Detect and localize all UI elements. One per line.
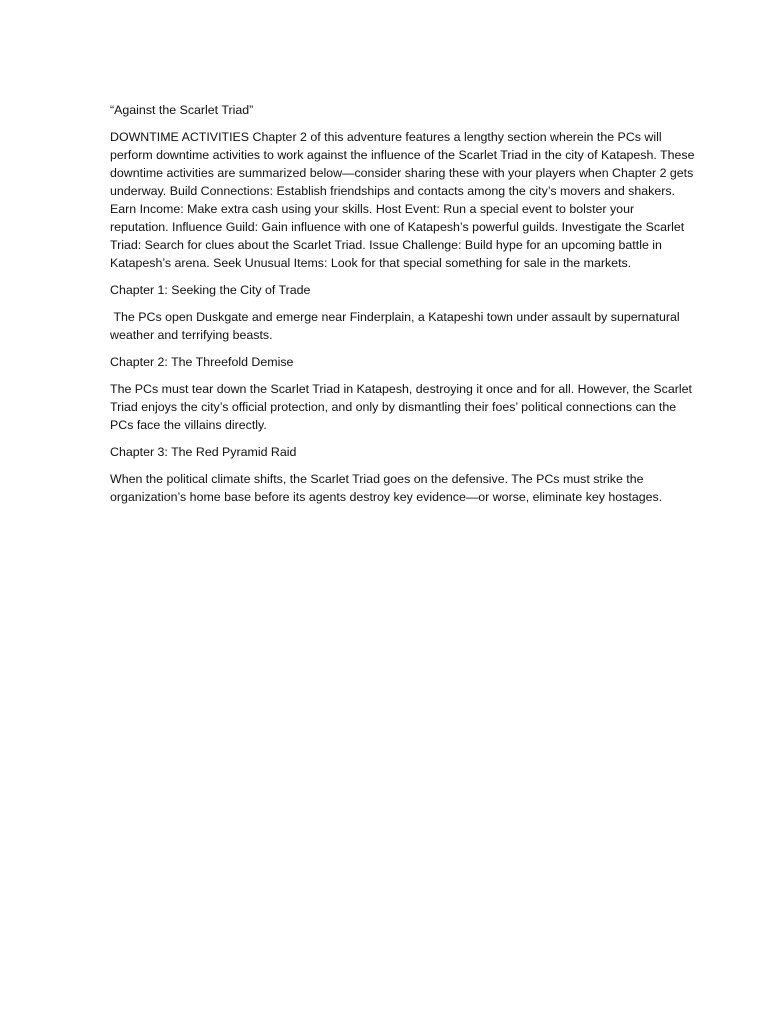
document-title: “Against the Scarlet Triad” — [110, 103, 254, 117]
chapter-3-paragraph: When the political climate shifts, the Scarlet Triad goes on the defensive. The PCs must strike the organization’s home base before its agents destroy key evidence—or worse, eliminate key hostages. — [110, 472, 663, 504]
document-body — [110, 101, 695, 515]
chapter-2-paragraph: The PCs must tear down the Scarlet Triad in Katapesh, destroying it once and for all. However, the Scarlet Triad enjoys the city’s official protection, and only by dismantling their foes’ political connections can the PCs face the villains directly. — [110, 382, 692, 432]
chapter-2-heading: Chapter 2: The Threefold Demise — [110, 355, 294, 369]
chapter-1-paragraph: The PCs open Duskgate and emerge near Finderplain, a Katapeshi town under assault by supernatural weather and terrifying beasts. — [110, 310, 684, 342]
chapter-3-heading: Chapter 3: The Red Pyramid Raid — [110, 445, 297, 459]
intro-paragraph: DOWNTIME ACTIVITIES Chapter 2 of this adventure features a lengthy section wherein the PCs will perform downtime activities to work against the influence of the Scarlet Triad in the city of Katapesh. These downtime activities are summarized below—consider sharing these with your players when Chapter 2 gets underway. Build Connections: Establish friendships and contacts among the city’s movers and shakers. Earn Income: Make extra cash using your skills. Host Event: Run a special event to bolster your reputation. Influence Guild: Gain influence with one of Katapesh’s powerful guilds. Investigate the Scarlet Triad: Search for clues about the Scarlet Triad. Issue Challenge: Build hype for an upcoming battle in Katapesh’s arena. Seek Unusual Items: Look for that special something for sale in the markets. — [110, 130, 695, 270]
chapter-1-heading: Chapter 1: Seeking the City of Trade — [110, 283, 311, 297]
